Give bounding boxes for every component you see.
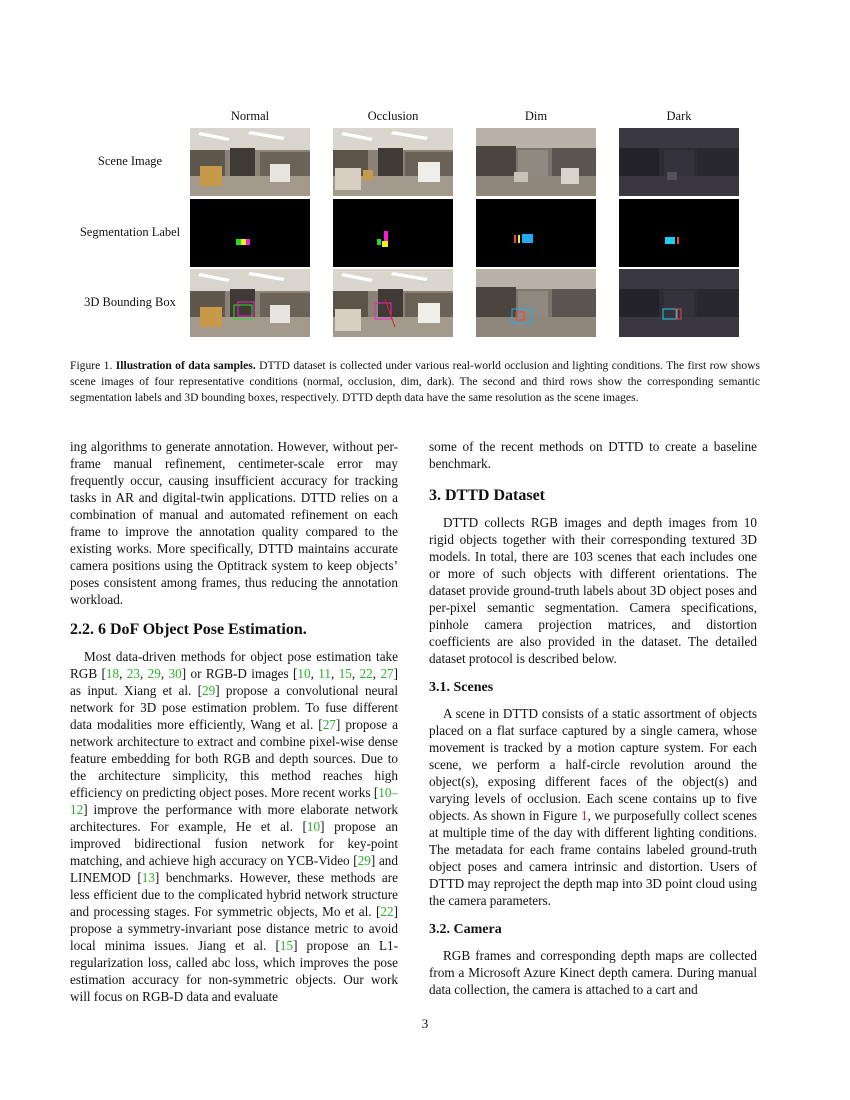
left-column xyxy=(70,438,398,1005)
row-header-3d-bounding-box: 3D Bounding Box xyxy=(84,295,176,309)
citation-link[interactable]: 27 xyxy=(322,717,336,732)
left-paragraph-pose-estimation: Most data-driven methods for object pose estimation take RGB [18, 23, 29, 30] or RGB-D images [10, 11, 15, 22, 27] as input. Xiang et al. [29] propose a convolutional neural network for 3D pose estimation problem. To fuse different data modalities more efficiently, Wang et al. [27] propose a network architecture to extract and combine pixel-wise dense feature embedding for both RGB and depth sources. Due to the architecture simplicity, this method reaches high efficiency on predicting object poses. More recent works [10–12] improve the performance with more elaborate network architectures. For example, He et al. [10] propose an improved bidirectional fusion network for key-point matching, and achieve high accuracy on YCB-Video [29] and LINEMOD [13] benchmarks. However, these methods are less efficient due to the complicated hybrid network structure and processing stages. For symmetric objects, Mo et al. [22] propose a symmetry-invariant pose distance metric to avoid local minima issues. Jiang et al. [15] propose an L1-regularization loss, called abc loss, which improves the pose estimation accuracy for non-symmetric objects. Our work will focus on RGB-D data and evaluate xyxy=(70,649,399,1004)
left-paragraph-annotation: ing algorithms to generate annotation. However, without per-frame manual refinement, centimeter-scale error may frequently occur, causing insufficient accuracy for tracking tasks in AR and digital-twin applications. DTTD relies on a combination of manual and automated refinement on each frame to improve the annotation quality compared to the existing works. More specifically, DTTD maintains accurate camera positions using the Optitrack system to keep objects’ poses consistent among frames, thus reducing the annotation workload. xyxy=(70,439,398,607)
bounding-box-image-dim xyxy=(476,269,596,337)
segmentation-label-normal xyxy=(190,199,310,267)
column-header-dim: Dim xyxy=(524,109,548,123)
citation-link[interactable]: 13 xyxy=(141,870,155,885)
figure-caption-text: DTTD dataset is collected under various real-world occlusion and lighting conditions. The first row shows scene images of four representative conditions (normal, occlusion, dim, dark). The second and third rows show the corresponding semantic segmentation labels and 3D bounding boxes, respectively. DTTD depth data have the same resolution as the scene images. xyxy=(70,359,760,404)
citation-link[interactable]: 23 xyxy=(126,666,140,681)
scene-image-dim xyxy=(476,128,596,196)
citation-link[interactable]: 30 xyxy=(168,666,182,681)
bounding-box-image-normal xyxy=(190,269,310,337)
row-header-scene-image: Scene Image xyxy=(97,154,163,168)
right-paragraph-camera: RGB frames and corresponding depth maps are collected from a Microsoft Azure Kinect depth camera. During manual data collection, the camera is attached to a cart and xyxy=(429,948,757,997)
citation-link[interactable]: 22 xyxy=(359,666,373,681)
citation-link[interactable]: 29 xyxy=(202,683,216,698)
right-paragraph-continuation: some of the recent methods on DTTD to create a baseline benchmark. xyxy=(429,439,757,471)
scene-image-occlusion xyxy=(333,128,453,196)
scene-image-dark xyxy=(619,128,739,196)
citation-link[interactable]: 10–12 xyxy=(70,785,398,817)
citation-link[interactable]: 18 xyxy=(105,666,120,681)
section-heading-3: 3. DTTD Dataset xyxy=(429,487,545,504)
citation-link[interactable]: 22 xyxy=(380,904,394,919)
segmentation-label-occlusion xyxy=(333,199,453,267)
bounding-box-image-occlusion xyxy=(333,269,453,337)
row-header-segmentation-label: Segmentation Label xyxy=(79,225,181,239)
column-header-dark: Dark xyxy=(666,109,692,123)
right-paragraph-scenes: A scene in DTTD consists of a static assortment of objects placed on a flat surface captured by a single camera, whose movement is tracked by a motion capture system. For each scene, we perform a half-circle revolution around the object(s), exposing different faces of the object(s) and varying levels of occlusion. Each scene contains up to five objects. As shown in Figure 1, we purposefully collect scenes at multiple time of the day with different lighting conditions. The metadata for each frame contains labeled ground-truth object poses and camera intrinsic and distortion. Users of DTTD may reproject the depth map into 3D point cloud using the camera parameters. xyxy=(429,706,758,908)
figure-caption xyxy=(70,358,760,406)
segmentation-label-dark xyxy=(619,199,739,267)
page-number: 3 xyxy=(421,1016,429,1031)
citation-link[interactable]: 15 xyxy=(338,666,352,681)
figure-reference-link[interactable]: 1 xyxy=(580,808,588,823)
right-column xyxy=(429,438,757,998)
figure-caption-label: Figure 1. xyxy=(70,359,116,372)
citation-link[interactable]: 27 xyxy=(380,666,394,681)
citation-link[interactable]: 29 xyxy=(147,666,161,681)
bounding-box-image-dark xyxy=(619,269,739,337)
citation-link[interactable]: 10 xyxy=(306,819,321,834)
citation-link[interactable]: 29 xyxy=(357,853,371,868)
citation-link[interactable]: 10 xyxy=(297,666,311,681)
figure-caption-title: Illustration of data samples. xyxy=(115,359,256,372)
citation-link[interactable]: 15 xyxy=(279,938,294,953)
citation-link[interactable]: 11 xyxy=(318,666,331,681)
scene-image-normal xyxy=(190,128,310,196)
right-paragraph-dataset: DTTD collects RGB images and depth images from 10 rigid objects together with their corresponding textured 3D models. In total, there are 103 scenes that each includes one or more of such objects with different orientations. The dataset provide ground-truth labels about 3D object poses and per-pixel semantic segmentation. Camera specifications, pinhole camera projection matrices, and distortion coefficients are also provided in the dataset. The detailed dataset protocol is described below. xyxy=(429,515,757,666)
section-heading-2-2: 2.2. 6 DoF Object Pose Estimation. xyxy=(70,621,307,638)
column-header-normal: Normal xyxy=(230,109,270,123)
section-heading-3-1: 3.1. Scenes xyxy=(429,680,494,695)
column-header-occlusion: Occlusion xyxy=(367,109,419,123)
section-heading-3-2: 3.2. Camera xyxy=(429,922,502,937)
segmentation-label-dim xyxy=(476,199,596,267)
